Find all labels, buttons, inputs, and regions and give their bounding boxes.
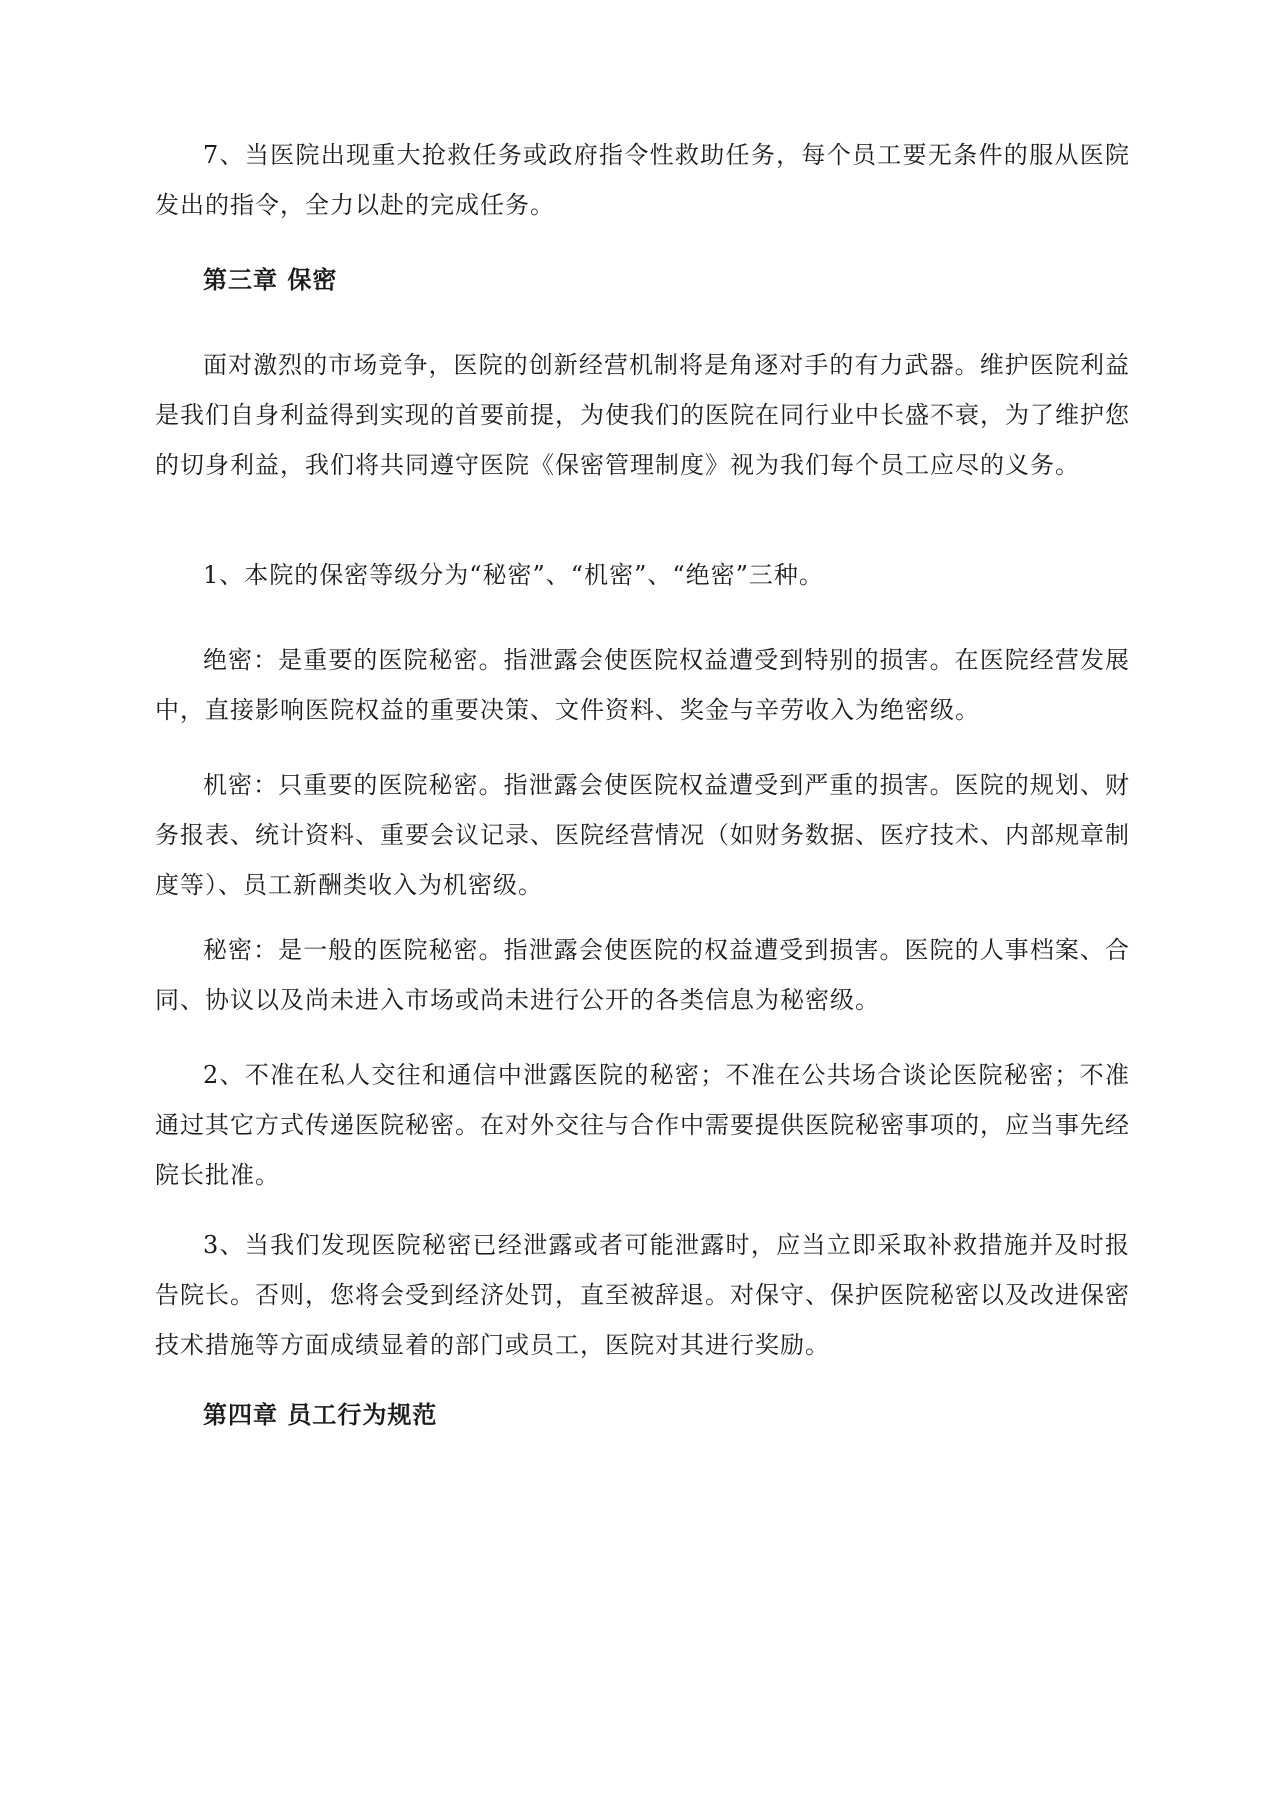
paragraph-confidential: 机密：只重要的医院秘密。指泄露会使医院权益遭受到严重的损害。医院的规划、财务报表、统计资料、重要会议记录、医院经营情况（如财务数据、医疗技术、内部规章制度等）、员工新酬类收入为机密级。: [155, 771, 1130, 899]
chapter-4-heading: 第四章 员工行为规范: [203, 1400, 438, 1429]
paragraph-intro: 面对激烈的市场竞争，医院的创新经营机制将是角逐对手的有力武器。维护医院利益是我们自身利益得到实现的首要前提，为使我们的医院在同行业中长盛不衰，为了维护您的切身利益，我们将共同遵守医院《保密管理制度》视为我们每个员工应尽的义务。: [155, 351, 1130, 479]
paragraph-item-3: 3、当我们发现医院秘密已经泄露或者可能泄露时，应当立即采取补救措施并及时报告院长。否则，您将会受到经济处罚，直至被辞退。对保守、保护医院秘密以及改进保密技术措施等方面成绩显着的部门或员工，医院对其进行奖励。: [155, 1231, 1130, 1359]
paragraph-item-1: 1、本院的保密等级分为“秘密”、“机密”、“绝密”三种。: [203, 561, 824, 589]
paragraph-top-secret: 绝密：是重要的医院秘密。指泄露会使医院权益遭受到特别的损害。在医院经营发展中，直接影响医院权益的重要决策、文件资料、奖金与辛劳收入为绝密级。: [155, 646, 1130, 724]
paragraph-secret: 秘密：是一般的医院秘密。指泄露会使医院的权益遭受到损害。医院的人事档案、合同、协议以及尚未进入市场或尚未进行公开的各类信息为秘密级。: [155, 936, 1130, 1014]
chapter-3-heading: 第三章 保密: [203, 265, 338, 294]
paragraph-item-7: 7、当医院出现重大抢救任务或政府指令性救助任务，每个员工要无条件的服从医院发出的指令，全力以赴的完成任务。: [155, 141, 1130, 219]
paragraph-item-2: 2、不准在私人交往和通信中泄露医院的秘密；不准在公共场合谈论医院秘密；不准通过其它方式传递医院秘密。在对外交往与合作中需要提供医院秘密事项的，应当事先经院长批准。: [155, 1061, 1130, 1189]
